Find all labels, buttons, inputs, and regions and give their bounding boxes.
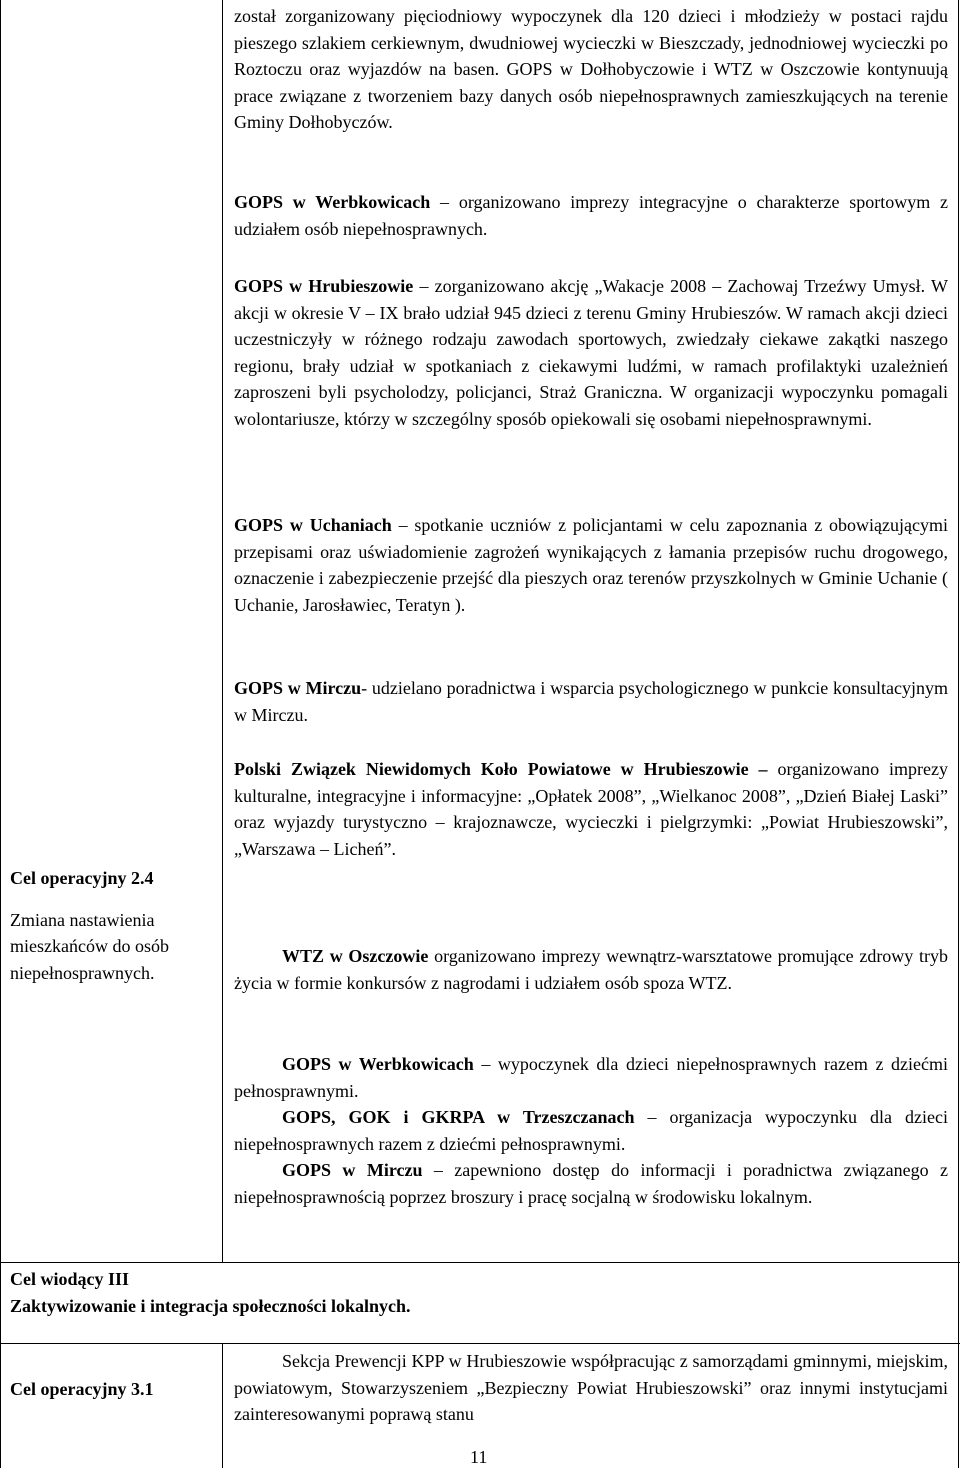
row2-paragraph-werbkowice xyxy=(234,1051,948,1104)
org-name: WTZ w Oszczowie xyxy=(282,946,429,966)
row-divider-section-bottom xyxy=(0,1343,960,1344)
org-name: GOPS w Werbkowicach xyxy=(234,192,431,212)
row1-paragraph-hrubieszow xyxy=(234,273,948,432)
org-name: GOPS w Mirczu xyxy=(282,1160,423,1180)
row2-paragraph-pzn xyxy=(234,756,948,862)
column-divider-upper xyxy=(222,0,223,1262)
row2-paragraph-wtz xyxy=(234,943,948,996)
leading-objective-subtitle: Zaktywizowanie i integracja społeczności lokalnych. xyxy=(10,1295,411,1316)
column-divider-lower xyxy=(222,1343,223,1468)
paragraph-text: organizowano imprezy wewnątrz-warsztatowe promujące zdrowy tryb życia w formie konkursów z nagrodami i udziałem osób spoza WTZ. xyxy=(234,946,948,993)
table-border-right xyxy=(958,0,959,1468)
row2-paragraph-trzeszczany xyxy=(234,1104,948,1157)
paragraph-text: – wypoczynek dla dzieci niepełnosprawnych razem z dziećmi pełnosprawnymi. xyxy=(234,1054,948,1101)
paragraph-text: - udzielano poradnictwa i wsparcia psychologicznego w punkcie konsultacyjnym w Mirczu. xyxy=(234,678,948,725)
leading-objective-heading xyxy=(10,1266,410,1319)
org-name: GOPS w Hrubieszowie xyxy=(234,276,414,296)
org-name: GOPS w Werbkowicach xyxy=(282,1054,474,1074)
paragraph-text: – organizowano imprezy integracyjne o charakterze sportowym z udziałem osób niepełnosprawnych. xyxy=(234,192,948,239)
row2-paragraph-mircze xyxy=(234,1157,948,1210)
leading-objective-title: Cel wiodący III xyxy=(10,1269,130,1289)
org-name: GOPS w Uchaniach xyxy=(234,515,392,535)
org-name: Polski Związek Niewidomych Koło Powiatowe w Hrubieszowie – xyxy=(234,759,768,779)
row1-paragraph-werbkowice xyxy=(234,189,948,242)
row1-paragraph-uchanie xyxy=(234,512,948,618)
table-border-left xyxy=(0,0,1,1468)
objective-3-1-title: Cel operacyjny 3.1 xyxy=(10,1379,154,1399)
paragraph-text: organizowano imprezy kulturalne, integracyjne i informacyjne: „Opłatek 2008”, „Wielkanoc 2008”, „Dzień Białej Laski” oraz wyjazdy turystyczno – krajoznawcze, wycieczki i pielgrzymki: „Powiat Hrubieszowski”, „Warszawa – Licheń”. xyxy=(234,759,948,859)
org-name: GOPS w Mirczu xyxy=(234,678,362,698)
org-name: GOPS, GOK i GKRPA w Trzeszczanach xyxy=(282,1107,635,1127)
objective-title: Cel operacyjny 2.4 xyxy=(10,868,154,888)
paragraph-text: – spotkanie uczniów z policjantami w celu zapoznania z obowiązującymi przepisami oraz uświadomienie zagrożeń wynikających z łamania przepisów ruchu drogowego, oznaczenie i zabezpieczenie przejść dla pieszych oraz terenów przyszkolnych w Gminie Uchanie ( Uchanie, Jarosławiec, Teratyn ). xyxy=(234,515,948,615)
row3-paragraph: Sekcja Prewencji KPP w Hrubieszowie współpracując z samorządami gminnymi, miejskim, powiatowym, Stowarzyszeniem „Bezpieczny Powiat Hrubieszowski” oraz innymi instytucjami zainteresowanymi poprawą stanu xyxy=(234,1351,948,1424)
row-divider-section-top xyxy=(0,1262,960,1263)
paragraph-text: – zapewniono dostęp do informacji i poradnictwa związanego z niepełnosprawnością poprzez broszury i pracę socjalną w środowisku lokalnym. xyxy=(234,1160,948,1207)
paragraph-text: – zorganizowano akcję „Wakacje 2008 – Zachowaj Trzeźwy Umysł. W akcji w okresie V – IX brało udział 945 dzieci z terenu Gminy Hrubieszów. W ramach akcji dzieci uczestniczyły w różnego rodzaju zawodach sportowych, zwiedzały ciekawe zakątki naszego regionu, brały udział w spotkaniach z ciekawymi ludźmi, w ramach profilaktyki uzależnień zaproszeni byli psycholodzy, policjanci, Straż Graniczna. W organizacji wypoczynku pomagali wolontariusze, którzy w szczególny sposób opiekowali się osobami niepełnosprawnymi. xyxy=(234,276,948,429)
page-number: 11 xyxy=(470,1447,488,1467)
paragraph-text: – organizacja wypoczynku dla dzieci niepełnosprawnych razem z dziećmi pełnosprawnymi. xyxy=(234,1107,948,1154)
objective-2-4-cell xyxy=(10,865,220,986)
row1-paragraph-1: został zorganizowany pięciodniowy wypoczynek dla 120 dzieci i młodzieży w postaci rajdu pieszego szlakiem cerkiewnym, dwudniowej wycieczki w Bieszczady, jednodniowej wycieczki po Roztoczu oraz wyjazdów na basen. GOPS w Dołhobyczowie i WTZ w Oszczowie kontynuują prace związane z tworzeniem bazy danych osób niepełnosprawnych zamieszkujących na terenie Gminy Dołhobyczów. xyxy=(234,6,948,132)
objective-description: Zmiana nastawienia mieszkańców do osób niepełnosprawnych. xyxy=(10,909,169,983)
row1-paragraph-mircze xyxy=(234,675,948,728)
